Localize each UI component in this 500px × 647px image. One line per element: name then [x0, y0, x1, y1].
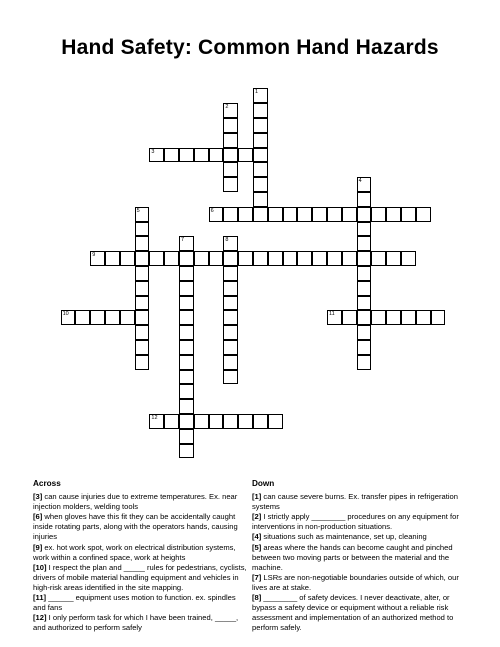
- grid-cell[interactable]: [268, 207, 283, 222]
- grid-cell[interactable]: [223, 310, 238, 325]
- grid-cell[interactable]: [179, 310, 194, 325]
- grid-cell[interactable]: [223, 133, 238, 148]
- grid-cell[interactable]: [179, 148, 194, 163]
- cell-number: 11: [329, 311, 335, 318]
- grid-cell[interactable]: [253, 88, 268, 103]
- grid-cell[interactable]: [357, 281, 372, 296]
- grid-cell[interactable]: [312, 251, 327, 266]
- grid-cell[interactable]: [135, 266, 150, 281]
- down-clues: [252, 479, 467, 633]
- grid-cell[interactable]: [401, 207, 416, 222]
- grid-cell[interactable]: [223, 355, 238, 370]
- grid-cell[interactable]: [386, 251, 401, 266]
- clue-down-8: [8] ________ of safety devices. I never deactivate, alter, or bypass a safety device or equipment without a reliable risk assessment and implementation of an authorized method to perform safely.: [252, 593, 454, 633]
- grid-cell[interactable]: [90, 310, 105, 325]
- clue-down-1: [1] can cause severe burns. Ex. transfer pipes in refrigeration systems: [252, 492, 458, 512]
- grid-cell[interactable]: [357, 325, 372, 340]
- grid-cell[interactable]: [297, 251, 312, 266]
- grid-cell[interactable]: [223, 296, 238, 311]
- grid-cell[interactable]: [164, 414, 179, 429]
- grid-cell[interactable]: [238, 207, 253, 222]
- grid-cell[interactable]: [268, 251, 283, 266]
- clue-across-10: [10] I respect the plan and _____ rules for pedestrians, cyclists, drivers of mobile material handling equipment and vehicles in high-risk areas identified in the site mapping.: [33, 562, 247, 592]
- grid-cell[interactable]: [135, 325, 150, 340]
- grid-cell[interactable]: [357, 310, 372, 325]
- grid-cell[interactable]: [253, 148, 268, 163]
- grid-cell[interactable]: [164, 148, 179, 163]
- grid-cell[interactable]: [149, 148, 164, 163]
- grid-cell[interactable]: [179, 414, 194, 429]
- clue-across-11: [11] ______ equipment uses motion to function. ex. spindles and fans: [33, 593, 236, 613]
- grid-cell[interactable]: [194, 148, 209, 163]
- grid-cell[interactable]: [194, 414, 209, 429]
- cell-number: 9: [92, 252, 96, 259]
- grid-cell[interactable]: [105, 310, 120, 325]
- grid-cell[interactable]: [135, 251, 150, 266]
- grid-cell[interactable]: [179, 296, 194, 311]
- grid-cell[interactable]: [120, 251, 135, 266]
- grid-cell[interactable]: [283, 207, 298, 222]
- cell-number: 8: [225, 237, 229, 244]
- grid-cell[interactable]: [135, 355, 150, 370]
- grid-cell[interactable]: [209, 251, 224, 266]
- grid-cell[interactable]: [179, 399, 194, 414]
- grid-cell[interactable]: [223, 103, 238, 118]
- grid-cell[interactable]: [135, 281, 150, 296]
- grid-cell[interactable]: [179, 251, 194, 266]
- grid-cell[interactable]: [357, 222, 372, 237]
- grid-cell[interactable]: [179, 444, 194, 459]
- grid-cell[interactable]: [75, 310, 90, 325]
- grid-cell[interactable]: [253, 133, 268, 148]
- grid-cell[interactable]: [253, 103, 268, 118]
- grid-cell[interactable]: [327, 310, 342, 325]
- cell-number: 3: [151, 148, 155, 155]
- grid-cell[interactable]: [416, 310, 431, 325]
- across-clues: [33, 479, 248, 633]
- grid-cell[interactable]: [135, 207, 150, 222]
- grid-cell[interactable]: [179, 236, 194, 251]
- cell-number: 1: [255, 89, 259, 96]
- grid-cell[interactable]: [357, 296, 372, 311]
- grid-cell[interactable]: [371, 207, 386, 222]
- clue-down-5: [5] areas where the hands can become caught and pinched between two moving parts or between the material and the machine.: [252, 542, 453, 572]
- grid-cell[interactable]: [223, 177, 238, 192]
- grid-cell[interactable]: [253, 414, 268, 429]
- clue-across-3: [3] can cause injuries due to extreme temperatures. Ex. near injection molders, welding tools: [33, 492, 238, 512]
- grid-cell[interactable]: [416, 207, 431, 222]
- page-title: Hand Safety: Common Hand Hazards: [61, 36, 439, 59]
- grid-cell[interactable]: [357, 207, 372, 222]
- grid-cell[interactable]: [135, 296, 150, 311]
- cell-number: 7: [181, 237, 185, 244]
- cell-number: 5: [136, 207, 140, 214]
- grid-cell[interactable]: [371, 310, 386, 325]
- grid-cell[interactable]: [223, 207, 238, 222]
- cell-number: 4: [358, 178, 362, 185]
- grid-cell[interactable]: [431, 310, 446, 325]
- grid-cell[interactable]: [135, 340, 150, 355]
- grid-cell[interactable]: [61, 310, 76, 325]
- grid-cell[interactable]: [90, 251, 105, 266]
- cell-number: 6: [210, 207, 214, 214]
- grid-cell[interactable]: [149, 414, 164, 429]
- clue-across-12: [12] I only perform task for which I have been trained, _____, and authorized to perform safely: [33, 613, 239, 633]
- grid-cell[interactable]: [371, 251, 386, 266]
- grid-cell[interactable]: [179, 340, 194, 355]
- grid-cell[interactable]: [135, 236, 150, 251]
- grid-cell[interactable]: [223, 148, 238, 163]
- grid-cell[interactable]: [120, 310, 135, 325]
- grid-cell[interactable]: [179, 370, 194, 385]
- grid-cell[interactable]: [179, 429, 194, 444]
- grid-cell[interactable]: [357, 266, 372, 281]
- grid-cell[interactable]: [179, 325, 194, 340]
- grid-cell[interactable]: [386, 207, 401, 222]
- cell-number: 2: [225, 104, 229, 111]
- grid-cell[interactable]: [357, 340, 372, 355]
- grid-cell[interactable]: [223, 414, 238, 429]
- grid-cell[interactable]: [223, 162, 238, 177]
- grid-cell[interactable]: [223, 236, 238, 251]
- grid-cell[interactable]: [209, 207, 224, 222]
- grid-cell[interactable]: [223, 370, 238, 385]
- grid-cell[interactable]: [253, 177, 268, 192]
- grid-cell[interactable]: [357, 236, 372, 251]
- clue-across-6: [6] when gloves have this fit they can be accidentally caught inside rotating parts, along with the operators hands, causing injuries: [33, 512, 238, 542]
- grid-cell[interactable]: [149, 251, 164, 266]
- clue-down-4: [4] situations such as maintenance, set up, cleaning: [252, 532, 427, 542]
- grid-cell[interactable]: [327, 207, 342, 222]
- grid-cell[interactable]: [401, 310, 416, 325]
- grid-cell[interactable]: [135, 222, 150, 237]
- grid-cell[interactable]: [179, 384, 194, 399]
- clue-down-2: [2] I strictly apply ________ procedures on any equipment for interventions in non-production situations.: [252, 512, 459, 532]
- grid-cell[interactable]: [357, 192, 372, 207]
- grid-cell[interactable]: [164, 251, 179, 266]
- grid-cell[interactable]: [223, 325, 238, 340]
- grid-cell[interactable]: [223, 281, 238, 296]
- grid-cell[interactable]: [179, 281, 194, 296]
- grid-cell[interactable]: [253, 192, 268, 207]
- grid-cell[interactable]: [342, 310, 357, 325]
- grid-cell[interactable]: [342, 207, 357, 222]
- grid-cell[interactable]: [105, 251, 120, 266]
- grid-cell[interactable]: [238, 148, 253, 163]
- grid-cell[interactable]: [253, 118, 268, 133]
- grid-cell[interactable]: [209, 148, 224, 163]
- grid-cell[interactable]: [179, 266, 194, 281]
- grid-cell[interactable]: [357, 355, 372, 370]
- grid-cell[interactable]: [223, 266, 238, 281]
- grid-cell[interactable]: [357, 177, 372, 192]
- cell-number: 12: [151, 415, 158, 421]
- clue-down-7: [7] LSRs are non-negotiable boundaries outside of which, our lives are at stake.: [252, 572, 459, 592]
- grid-cell[interactable]: [297, 207, 312, 222]
- grid-cell[interactable]: [342, 251, 357, 266]
- down-heading: Down: [252, 479, 275, 488]
- grid-cell[interactable]: [135, 310, 150, 325]
- grid-cell[interactable]: [253, 207, 268, 222]
- grid-cell[interactable]: [268, 414, 283, 429]
- grid-cell[interactable]: [386, 310, 401, 325]
- grid-cell[interactable]: [327, 251, 342, 266]
- grid-cell[interactable]: [223, 118, 238, 133]
- grid-cell[interactable]: [238, 251, 253, 266]
- grid-cell[interactable]: [312, 207, 327, 222]
- grid-cell[interactable]: [357, 251, 372, 266]
- grid-cell[interactable]: [253, 162, 268, 177]
- grid-cell[interactable]: [253, 251, 268, 266]
- grid-cell[interactable]: [223, 340, 238, 355]
- grid-cell[interactable]: [223, 251, 238, 266]
- clue-across-9: [9] ex. hot work spot, work on electrical distribution systems, work within a confined space, work at heights: [33, 542, 236, 562]
- grid-cell[interactable]: [194, 251, 209, 266]
- grid-cell[interactable]: [283, 251, 298, 266]
- grid-cell[interactable]: [238, 414, 253, 429]
- across-heading: Across: [33, 479, 61, 488]
- cell-number: 10: [62, 311, 69, 318]
- grid-cell[interactable]: [209, 414, 224, 429]
- grid-cell[interactable]: [179, 355, 194, 370]
- grid-cell[interactable]: [401, 251, 416, 266]
